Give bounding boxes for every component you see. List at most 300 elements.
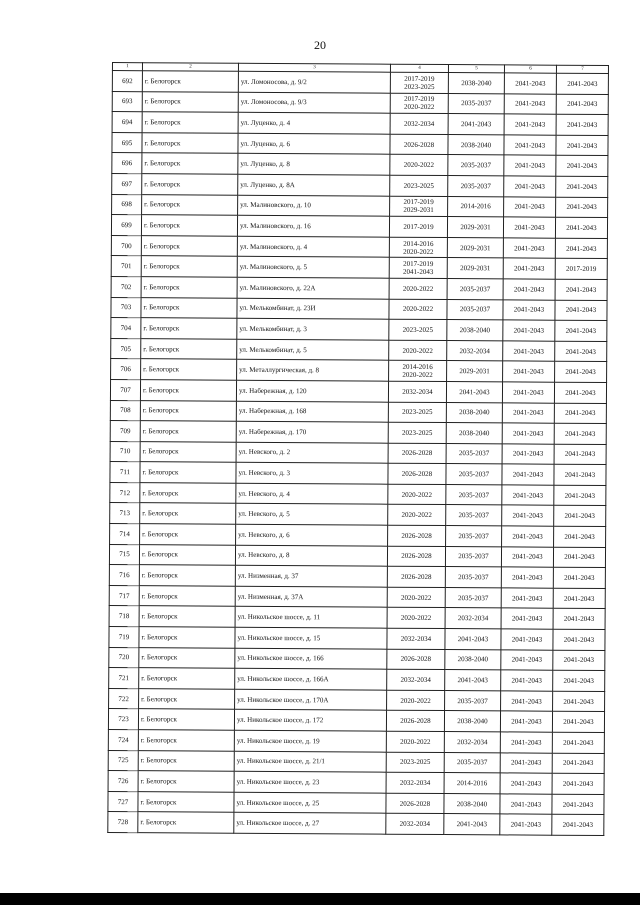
period-line: 2026-2028 (400, 655, 432, 664)
address-cell: ул. Низменная, д. 37А (235, 586, 387, 608)
period-cell: 2041-2043 (553, 547, 605, 568)
period-cell: 2041-2043 (555, 341, 607, 362)
row-number: 726 (108, 771, 138, 792)
period-cell: 2041-2043 (502, 485, 554, 506)
period-line: 2026-2028 (401, 469, 433, 479)
period-cell (389, 299, 447, 320)
period-cell: 2035-2037 (445, 587, 501, 608)
period-line: 2023-2025 (404, 82, 435, 91)
period-cell: 2041-2043 (556, 114, 608, 135)
city-cell: г. Белогорск (140, 441, 236, 462)
city-cell: г. Белогорск (141, 256, 237, 277)
period-cell: 2038-2040 (448, 73, 504, 94)
row-number: 716 (109, 565, 139, 586)
address-cell: ул. Луценко, д. 8 (238, 154, 390, 176)
period-cell: 2041-2043 (502, 402, 554, 423)
period-cell: 2041-2043 (553, 650, 605, 671)
address-cell: ул. Никольское шоссе, д. 27 (234, 813, 386, 835)
city-cell: г. Белогорск (138, 771, 234, 792)
row-number: 722 (109, 688, 139, 709)
row-number: 696 (112, 153, 142, 174)
period-line: 2020-2022 (402, 284, 434, 293)
period-line: 2026-2028 (401, 449, 433, 458)
address-cell: ул. Малиновского, д. 4 (237, 236, 389, 258)
period-cell: 2041-2043 (448, 114, 504, 135)
period-cell: 2041-2043 (504, 114, 556, 135)
period-cell: 2041-2043 (554, 464, 606, 485)
address-cell: ул. Ломоносова, д. 9/3 (238, 92, 390, 114)
period-cell: 2041-2043 (502, 382, 554, 403)
column-header: 2 (142, 63, 238, 72)
city-cell: г. Белогорск (138, 812, 234, 833)
period-cell: 2041-2043 (504, 135, 556, 156)
row-number: 711 (110, 462, 140, 483)
period-cell: 2041-2043 (554, 423, 606, 444)
period-cell: 2041-2043 (552, 712, 604, 733)
address-cell: ул. Невского, д. 6 (236, 524, 388, 546)
city-cell: г. Белогорск (139, 627, 235, 648)
city-cell: г. Белогорск (141, 215, 237, 236)
address-cell: ул. Мелькомбинат, д. 5 (237, 339, 389, 361)
period-cell: 2041-2043 (553, 629, 605, 650)
period-cell: 2014-2016 (444, 773, 500, 794)
period-cell: 2035-2037 (448, 176, 504, 197)
address-cell: ул. Малиновского, д. 5 (237, 257, 389, 279)
city-cell: г. Белогорск (141, 297, 237, 318)
period-cell: 2041-2043 (556, 94, 608, 115)
period-cell: 2041-2043 (552, 794, 604, 815)
city-cell: г. Белогорск (140, 524, 236, 545)
column-header: 7 (556, 65, 608, 73)
city-cell: г. Белогорск (139, 606, 235, 627)
period-cell: 2041-2043 (445, 670, 501, 691)
column-header: 6 (504, 65, 556, 73)
row-number: 701 (111, 256, 141, 277)
address-cell: ул. Малиновского, д. 16 (237, 215, 389, 237)
row-number: 727 (108, 791, 138, 812)
city-cell: г. Белогорск (139, 688, 235, 709)
period-cell (387, 669, 445, 690)
city-cell: г. Белогорск (142, 112, 238, 133)
row-number: 705 (111, 338, 141, 359)
address-cell: ул. Луценко, д. 6 (238, 133, 390, 155)
row-number: 695 (112, 132, 142, 153)
row-number: 724 (108, 729, 138, 750)
period-cell: 2041-2043 (553, 567, 605, 588)
period-cell: 2041-2043 (556, 197, 608, 218)
period-cell (387, 566, 445, 587)
period-cell (389, 319, 447, 340)
period-cell: 2041-2043 (503, 341, 555, 362)
period-cell: 2035-2037 (447, 299, 503, 320)
period-cell: 2041-2043 (555, 362, 607, 383)
period-cell: 2041-2043 (503, 217, 555, 238)
row-number: 709 (110, 421, 140, 442)
column-header: 3 (238, 63, 390, 72)
period-cell (388, 381, 446, 402)
city-cell: г. Белогорск (142, 194, 238, 215)
period-cell: 2038-2040 (444, 711, 500, 732)
period-cell: 2038-2040 (444, 793, 500, 814)
period-line: 2020-2022 (402, 370, 433, 380)
city-cell: г. Белогорск (141, 338, 237, 359)
address-cell: ул. Невского, д. 2 (236, 442, 388, 464)
period-cell: 2038-2040 (445, 649, 501, 670)
row-number: 714 (110, 524, 140, 545)
period-cell: 2032-2034 (444, 732, 500, 753)
period-cell: 2041-2043 (555, 217, 607, 238)
address-cell: ул. Никольское шоссе, д. 166А (235, 668, 387, 690)
period-cell: 2041-2043 (502, 423, 554, 444)
row-number: 725 (108, 750, 138, 771)
city-cell: г. Белогорск (138, 730, 234, 751)
city-cell: г. Белогорск (138, 750, 234, 771)
period-line: 2029-2031 (403, 206, 434, 215)
address-cell: ул. Никольское шоссе, д. 172 (234, 710, 386, 732)
address-cell: ул. Малиновского, д. 10 (238, 195, 390, 217)
period-cell (388, 422, 446, 443)
row-number: 728 (108, 812, 138, 833)
period-cell: 2041-2043 (502, 464, 554, 485)
period-cell: 2041-2043 (554, 485, 606, 506)
column-header: 4 (390, 64, 448, 72)
period-line: 2023-2025 (400, 758, 431, 767)
city-cell: г. Белогорск (139, 565, 235, 586)
period-cell (388, 443, 446, 464)
period-cell: 2041-2043 (556, 73, 608, 94)
period-cell (388, 505, 446, 526)
period-cell (388, 484, 446, 505)
period-cell (389, 340, 447, 361)
row-number: 717 (109, 585, 139, 606)
period-cell: 2041-2043 (501, 650, 553, 671)
period-cell: 2029-2031 (447, 217, 503, 238)
address-cell: ул. Набережная, д. 170 (236, 421, 388, 443)
period-cell (390, 72, 448, 93)
period-cell: 2041-2043 (552, 732, 604, 753)
row-number: 704 (111, 318, 141, 339)
period-cell: 2041-2043 (501, 608, 553, 629)
period-cell: 2041-2043 (554, 403, 606, 424)
city-cell: г. Белогорск (139, 668, 235, 689)
period-cell: 2041-2043 (552, 773, 604, 794)
period-cell (390, 196, 448, 217)
address-cell: ул. Мелькомбинат, д. 23И (237, 298, 389, 320)
city-cell: г. Белогорск (140, 462, 236, 483)
period-line: 2020-2022 (400, 737, 431, 746)
row-number: 712 (110, 482, 140, 503)
row-number: 713 (110, 503, 140, 524)
period-line: 2014-2016 (402, 362, 433, 372)
period-cell: 2041-2043 (556, 135, 608, 156)
period-cell: 2041-2043 (504, 73, 556, 94)
city-cell: г. Белогорск (140, 400, 236, 421)
period-cell: 2041-2043 (500, 752, 552, 773)
address-cell: ул. Набережная, д. 168 (236, 401, 388, 423)
period-cell (390, 134, 448, 155)
period-cell: 2041-2043 (446, 381, 502, 402)
period-line: 2017-2019 (403, 198, 434, 207)
period-cell: 2041-2043 (503, 238, 555, 259)
address-cell: ул. Никольское шоссе, д. 19 (234, 730, 386, 752)
city-cell: г. Белогорск (142, 153, 238, 174)
period-cell: 2041-2043 (501, 588, 553, 609)
period-cell: 2041-2043 (501, 629, 553, 650)
address-cell: ул. Набережная, д. 120 (236, 380, 388, 402)
period-cell: 2035-2037 (445, 546, 501, 567)
period-cell: 2041-2043 (501, 567, 553, 588)
period-line: 2026-2028 (399, 799, 431, 808)
period-line: 2020-2022 (401, 593, 432, 602)
period-cell: 2035-2037 (448, 93, 504, 114)
address-cell: ул. Малиновского, д. 22А (237, 277, 389, 299)
column-header: 1 (112, 63, 142, 71)
period-line: 2014-2016 (403, 239, 434, 248)
period-cell: 2035-2037 (446, 484, 502, 505)
period-cell (390, 175, 448, 196)
row-number: 715 (109, 544, 139, 565)
row-number: 720 (109, 647, 139, 668)
row-number: 692 (112, 71, 142, 92)
period-cell: 2041-2043 (503, 320, 555, 341)
period-cell: 2041-2043 (554, 444, 606, 465)
row-number: 703 (111, 297, 141, 318)
period-line: 2032-2034 (400, 675, 431, 684)
city-cell: г. Белогорск (139, 647, 235, 668)
period-cell: 2035-2037 (448, 155, 504, 176)
row-number: 706 (111, 359, 141, 380)
period-line: 2020-2022 (401, 490, 433, 499)
period-cell: 2041-2043 (552, 815, 604, 836)
period-cell: 2041-2043 (501, 670, 553, 691)
city-cell: г. Белогорск (142, 174, 238, 195)
period-cell: 2041-2043 (503, 279, 555, 300)
period-cell: 2041-2043 (553, 588, 605, 609)
period-cell: 2041-2043 (554, 526, 606, 547)
period-line: 2020-2022 (402, 346, 433, 355)
period-cell: 2029-2031 (447, 237, 503, 258)
city-cell: г. Белогорск (141, 318, 237, 339)
period-cell: 2041-2043 (555, 300, 607, 321)
period-cell: 2041-2043 (500, 732, 552, 753)
period-line: 2032-2034 (399, 778, 431, 787)
address-cell: ул. Никольское шоссе, д. 15 (235, 627, 387, 649)
period-line: 2026-2028 (401, 552, 432, 561)
page-number: 20 (314, 38, 326, 52)
period-line: 2023-2025 (402, 408, 433, 417)
period-cell: 2038-2040 (446, 423, 502, 444)
city-cell: г. Белогорск (138, 709, 234, 730)
period-cell: 2029-2031 (447, 361, 503, 382)
period-line: 2026-2028 (403, 140, 435, 149)
row-number: 708 (110, 400, 140, 421)
period-cell: 2032-2034 (447, 340, 503, 361)
period-line: 2032-2034 (399, 819, 431, 829)
row-number: 699 (111, 215, 141, 236)
period-cell: 2041-2043 (556, 176, 608, 197)
row-number: 710 (110, 441, 140, 462)
city-cell: г. Белогорск (142, 71, 238, 92)
period-line: 2023-2025 (403, 181, 434, 190)
period-cell: 2041-2043 (552, 753, 604, 774)
period-line: 2020-2022 (403, 160, 435, 170)
period-cell: 2041-2043 (500, 711, 552, 732)
row-number: 702 (111, 276, 141, 297)
period-cell (389, 361, 447, 382)
period-cell: 2035-2037 (445, 567, 501, 588)
period-cell (388, 525, 446, 546)
period-line: 2017-2019 (403, 259, 434, 269)
period-cell (388, 402, 446, 423)
period-cell: 2041-2043 (501, 547, 553, 568)
address-cell: ул. Невского, д. 4 (236, 483, 388, 505)
address-cell: ул. Невского, д. 5 (236, 504, 388, 526)
city-cell: г. Белогорск (141, 235, 237, 256)
address-cell: ул. Мелькомбинат, д. 3 (237, 318, 389, 340)
row-number: 700 (111, 235, 141, 256)
period-cell (386, 752, 444, 773)
period-cell: 2041-2043 (554, 506, 606, 527)
city-cell: г. Белогорск (140, 483, 236, 504)
period-cell (386, 711, 444, 732)
row-number: 694 (112, 112, 142, 133)
period-line: 2032-2034 (403, 119, 435, 128)
period-cell (388, 463, 446, 484)
period-line: 2017-2019 (404, 74, 435, 83)
period-line: 2020-2022 (400, 696, 431, 705)
period-cell: 2038-2040 (447, 320, 503, 341)
period-cell: 2035-2037 (445, 690, 501, 711)
period-cell: 2041-2043 (445, 629, 501, 650)
address-cell: ул. Никольское шоссе, д. 25 (234, 792, 386, 814)
period-cell (387, 546, 445, 567)
period-cell: 2035-2037 (446, 526, 502, 547)
period-line: 2041-2043 (403, 267, 434, 277)
period-line: 2023-2025 (402, 325, 434, 334)
period-line: 2026-2028 (401, 572, 432, 582)
period-cell: 2014-2016 (448, 196, 504, 217)
period-cell (387, 587, 445, 608)
period-cell: 2035-2037 (444, 752, 500, 773)
period-cell: 2041-2043 (500, 794, 552, 815)
row-number: 698 (112, 194, 142, 215)
period-cell: 2017-2019 (555, 259, 607, 280)
period-cell (390, 93, 448, 114)
period-cell: 2035-2037 (446, 443, 502, 464)
row-number: 719 (109, 627, 139, 648)
address-cell: ул. Ломоносова, д. 9/2 (238, 71, 390, 93)
row-number: 693 (112, 91, 142, 112)
period-line: 2017-2019 (404, 95, 435, 104)
period-line: 2020-2022 (400, 614, 432, 623)
period-cell: 2041-2043 (501, 691, 553, 712)
row-number: 723 (108, 709, 138, 730)
period-cell: 2041-2043 (553, 670, 605, 691)
scan-bottom-edge (0, 893, 640, 905)
city-cell: г. Белогорск (140, 380, 236, 401)
period-cell: 2041-2043 (504, 93, 556, 114)
period-line: 2020-2022 (401, 511, 432, 520)
period-cell: 2041-2043 (503, 299, 555, 320)
period-line: 2020-2022 (404, 103, 435, 112)
period-cell (389, 237, 447, 258)
period-cell (386, 731, 444, 752)
period-line: 2020-2022 (402, 305, 434, 314)
row-number: 718 (109, 606, 139, 627)
period-cell (390, 155, 448, 176)
row-number: 721 (109, 668, 139, 689)
period-cell: 2041-2043 (555, 320, 607, 341)
period-cell: 2041-2043 (554, 382, 606, 403)
period-cell (389, 216, 447, 237)
period-cell: 2041-2043 (555, 238, 607, 259)
period-cell (387, 628, 445, 649)
city-cell: г. Белогорск (139, 544, 235, 565)
address-cell: ул. Металлургическая, д. 8 (237, 360, 389, 382)
period-cell: 2035-2037 (446, 464, 502, 485)
period-cell: 2041-2043 (502, 526, 554, 547)
period-cell: 2041-2043 (504, 196, 556, 217)
period-cell: 2041-2043 (500, 814, 552, 835)
period-cell (387, 690, 445, 711)
period-line: 2026-2028 (400, 716, 431, 726)
city-cell: г. Белогорск (138, 791, 234, 812)
period-cell: 2041-2043 (444, 814, 500, 835)
period-cell: 2041-2043 (553, 691, 605, 712)
period-cell: 2041-2043 (555, 279, 607, 300)
period-cell (386, 793, 444, 814)
address-cell: ул. Никольское шоссе, д. 23 (234, 771, 386, 793)
period-cell: 2041-2043 (504, 176, 556, 197)
period-cell (389, 278, 447, 299)
row-number: 697 (112, 173, 142, 194)
period-cell (390, 113, 448, 134)
period-cell (386, 814, 444, 835)
period-cell (386, 772, 444, 793)
city-cell: г. Белогорск (142, 91, 238, 112)
period-cell: 2038-2040 (448, 134, 504, 155)
period-cell: 2032-2034 (445, 608, 501, 629)
period-cell: 2041-2043 (502, 444, 554, 465)
period-line: 2023-2025 (402, 428, 433, 437)
city-cell: г. Белогорск (139, 586, 235, 607)
period-cell: 2029-2031 (447, 258, 503, 279)
period-cell: 2041-2043 (503, 361, 555, 382)
address-cell: ул. Никольское шоссе, д. 166 (235, 648, 387, 670)
table-row (108, 812, 604, 836)
period-cell: 2041-2043 (500, 773, 552, 794)
period-cell: 2041-2043 (503, 258, 555, 279)
address-cell: ул. Невского, д. 3 (236, 463, 388, 485)
city-cell: г. Белогорск (141, 277, 237, 298)
period-cell (387, 608, 445, 629)
address-cell: ул. Невского, д. 8 (235, 545, 387, 567)
period-line: 2032-2034 (400, 634, 432, 643)
period-cell: 2041-2043 (556, 156, 608, 177)
city-cell: г. Белогорск (142, 132, 238, 153)
period-line: 2020-2022 (403, 247, 434, 256)
address-cell: ул. Луценко, д. 8А (238, 174, 390, 196)
city-cell: г. Белогорск (140, 503, 236, 524)
period-cell: 2035-2037 (446, 505, 502, 526)
column-header: 5 (448, 65, 504, 73)
address-cell: ул. Низменная, д. 37 (235, 566, 387, 588)
period-cell: 2041-2043 (553, 609, 605, 630)
city-cell: г. Белогорск (140, 421, 236, 442)
period-line: 2026-2028 (401, 531, 432, 540)
period-line: 2032-2034 (402, 387, 433, 396)
city-cell: г. Белогорск (141, 359, 237, 380)
